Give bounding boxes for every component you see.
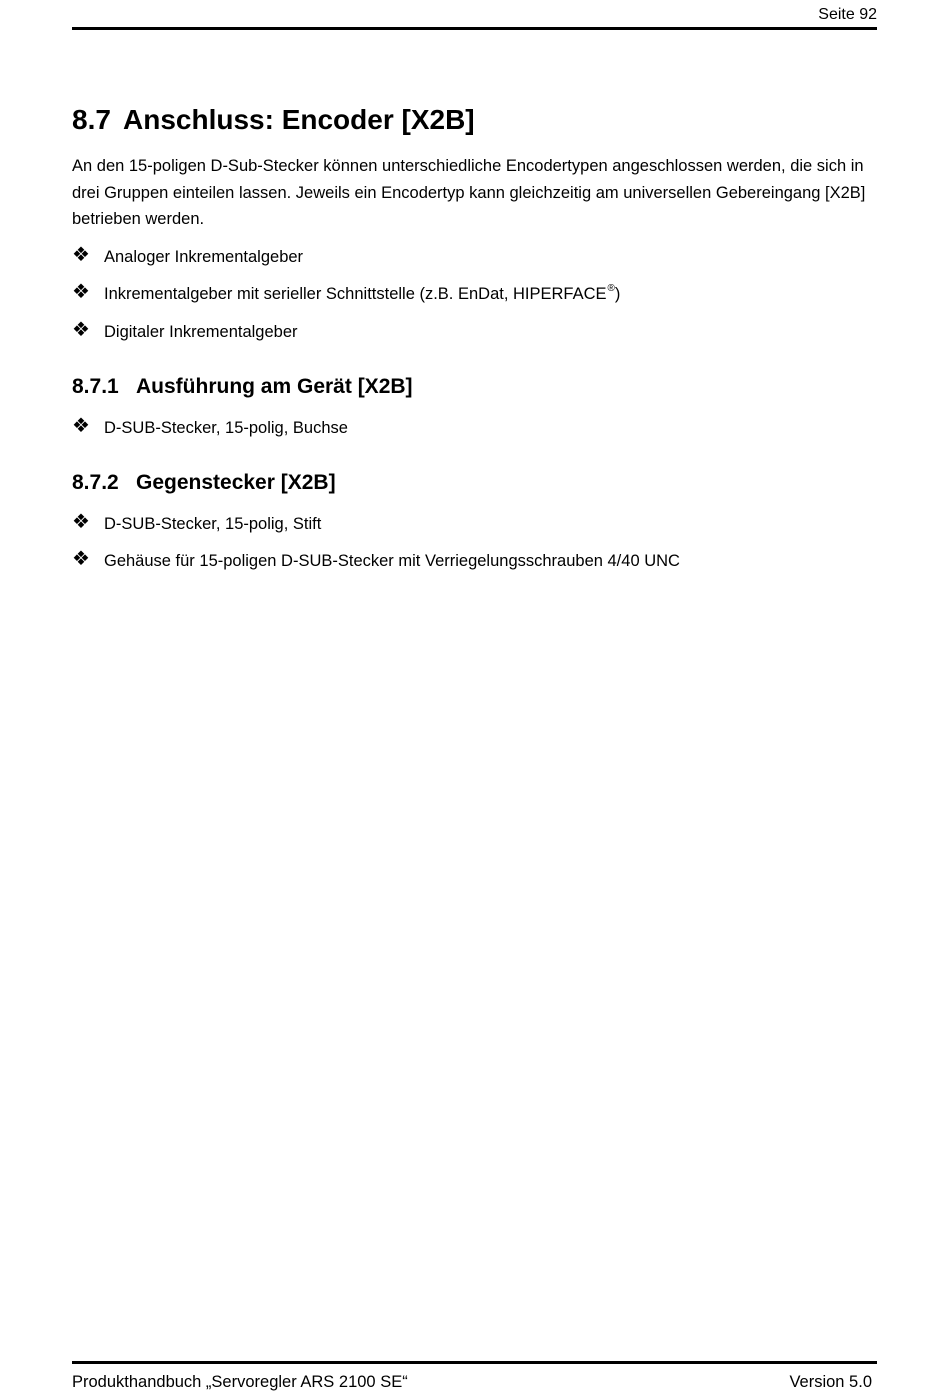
subsection-title: Gegenstecker [X2B] bbox=[136, 471, 336, 494]
footer-document-title: Produkthandbuch „Servoregler ARS 2100 SE“ bbox=[72, 1373, 408, 1391]
list-item-text: D-SUB-Stecker, 15-polig, Stift bbox=[104, 515, 322, 533]
list-item-text: D-SUB-Stecker, 15-polig, Buchse bbox=[104, 419, 348, 437]
subsection-title: Ausführung am Gerät [X2B] bbox=[136, 375, 413, 398]
list-item-text: Inkrementalgeber mit serieller Schnittstelle (z.B. EnDat, HIPERFACE bbox=[104, 285, 607, 303]
header-rule bbox=[72, 27, 877, 30]
footer-version: Version 5.0 bbox=[789, 1373, 872, 1391]
section-heading bbox=[72, 104, 475, 136]
diamond-bullet-icon: ❖ bbox=[72, 317, 90, 341]
registered-mark: ® bbox=[607, 283, 615, 294]
page-number: Seite 92 bbox=[818, 6, 877, 23]
diamond-bullet-icon: ❖ bbox=[72, 279, 90, 303]
subsection-heading bbox=[72, 471, 336, 495]
subsection-heading bbox=[72, 375, 413, 399]
diamond-bullet-icon: ❖ bbox=[72, 242, 90, 266]
intro-paragraph: An den 15-poligen D-Sub-Stecker können unterschiedliche Encodertypen angeschlossen werden, die sich in drei Gruppen einteilen lassen. Jeweils ein Encodertyp kann gleichzeitig am universellen Gebereingang [X2B] betrieben werden. bbox=[72, 157, 866, 229]
diamond-bullet-icon: ❖ bbox=[72, 546, 90, 570]
section-title: Anschluss: Encoder [X2B] bbox=[123, 104, 475, 135]
list-item-text: Gehäuse für 15-poligen D-SUB-Stecker mit Verriegelungsschrauben 4/40 UNC bbox=[104, 552, 680, 570]
diamond-bullet-icon: ❖ bbox=[72, 413, 90, 437]
subsection-number: 8.7.1 bbox=[72, 375, 119, 398]
subsection-number: 8.7.2 bbox=[72, 471, 119, 494]
list-item-text-suffix: ) bbox=[614, 285, 621, 303]
list-item-text: Digitaler Inkrementalgeber bbox=[104, 323, 298, 341]
section-number: 8.7 bbox=[72, 104, 111, 135]
list-item-text: Analoger Inkrementalgeber bbox=[104, 248, 304, 266]
list-item-text-wrapper bbox=[104, 282, 620, 309]
footer-rule bbox=[72, 1361, 877, 1364]
diamond-bullet-icon: ❖ bbox=[72, 509, 90, 533]
